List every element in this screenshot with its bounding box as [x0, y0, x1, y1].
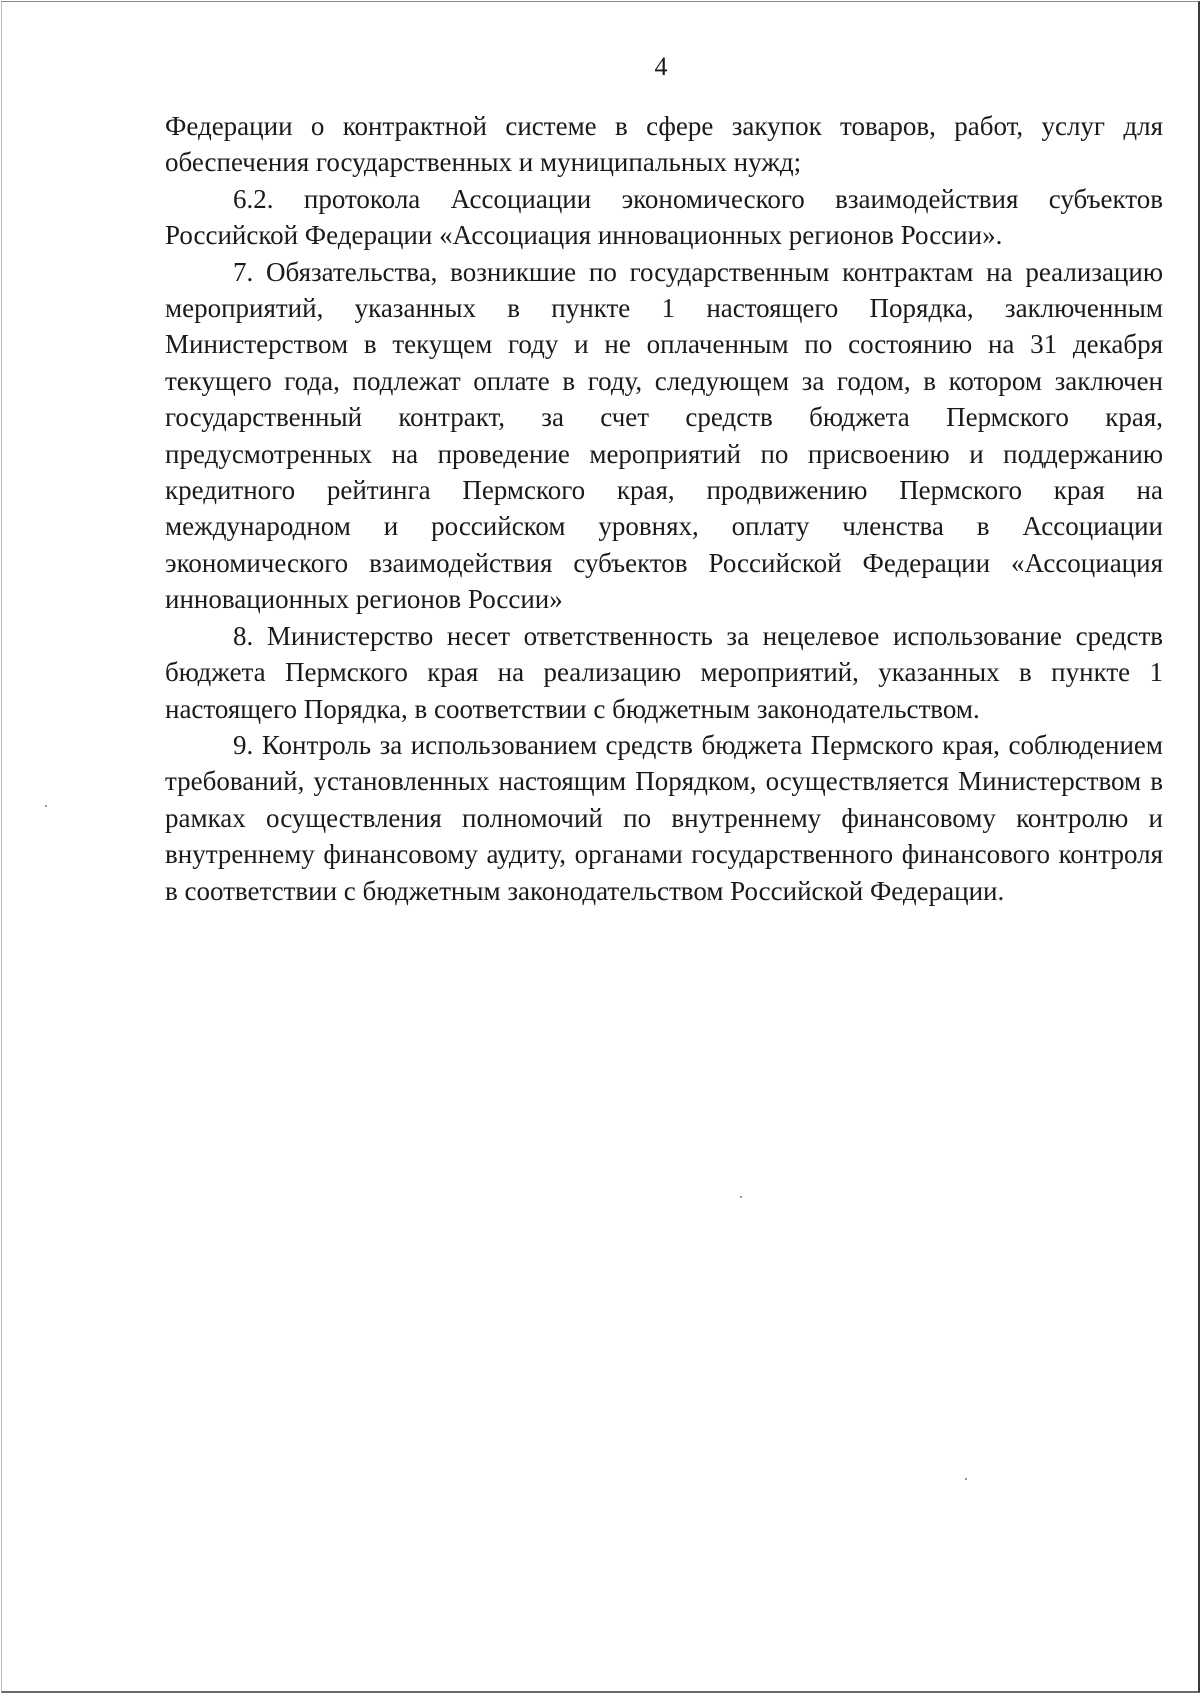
paragraph-8: 8. Министерство несет ответственность за нецелевое использование средств бюджета Пермского края на реализацию мероприятий, указанных в пункте 1 настоящего Порядка, в соответствии с бюджетным законодательством. — [165, 620, 1163, 724]
document-body — [165, 108, 1163, 909]
paragraph-continuation: Федерации о контрактной системе в сфере закупок товаров, работ, услуг для обеспечения государственных и муниципальных нужд; — [165, 111, 1163, 178]
paragraph-9: 9. Контроль за использованием средств бюджета Пермского края, соблюдением требований, установленных настоящим Порядком, осуществляется Министерством в рамках осуществления полномочий по внутреннему финансовому контролю и внутреннему финансовому аудиту, органами государственного финансового контроля в соответствии с бюджетным законодательством Российской Федерации. — [165, 729, 1163, 906]
paragraph-7: 7. Обязательства, возникшие по государственным контрактам на реализацию мероприятий, указанных в пункте 1 настоящего Порядка, заключенным Министерством в текущем году и не оплаченным по состоянию на 31 декабря текущего года, подлежат оплате в году, следующем за годом, в котором заключен государственный контракт, за счет средств бюджета Пермского края, предусмотренных на проведение мероприятий по присвоению и поддержанию кредитного рейтинга Пермского края, продвижению Пермского края на международном и российском уровнях, оплату членства в Ассоциации экономического взаимодействия субъектов Российской Федерации «Ассоциация инновационных регионов России» — [165, 256, 1163, 615]
paragraph-6-2: 6.2. протокола Ассоциации экономического взаимодействия субъектов Российской Федерации «Ассоциация инновационных регионов России». — [165, 183, 1163, 251]
scan-speck — [45, 805, 47, 807]
scan-speck — [965, 1478, 967, 1480]
page-number: 4 — [654, 52, 668, 81]
scan-speck — [740, 1196, 742, 1198]
